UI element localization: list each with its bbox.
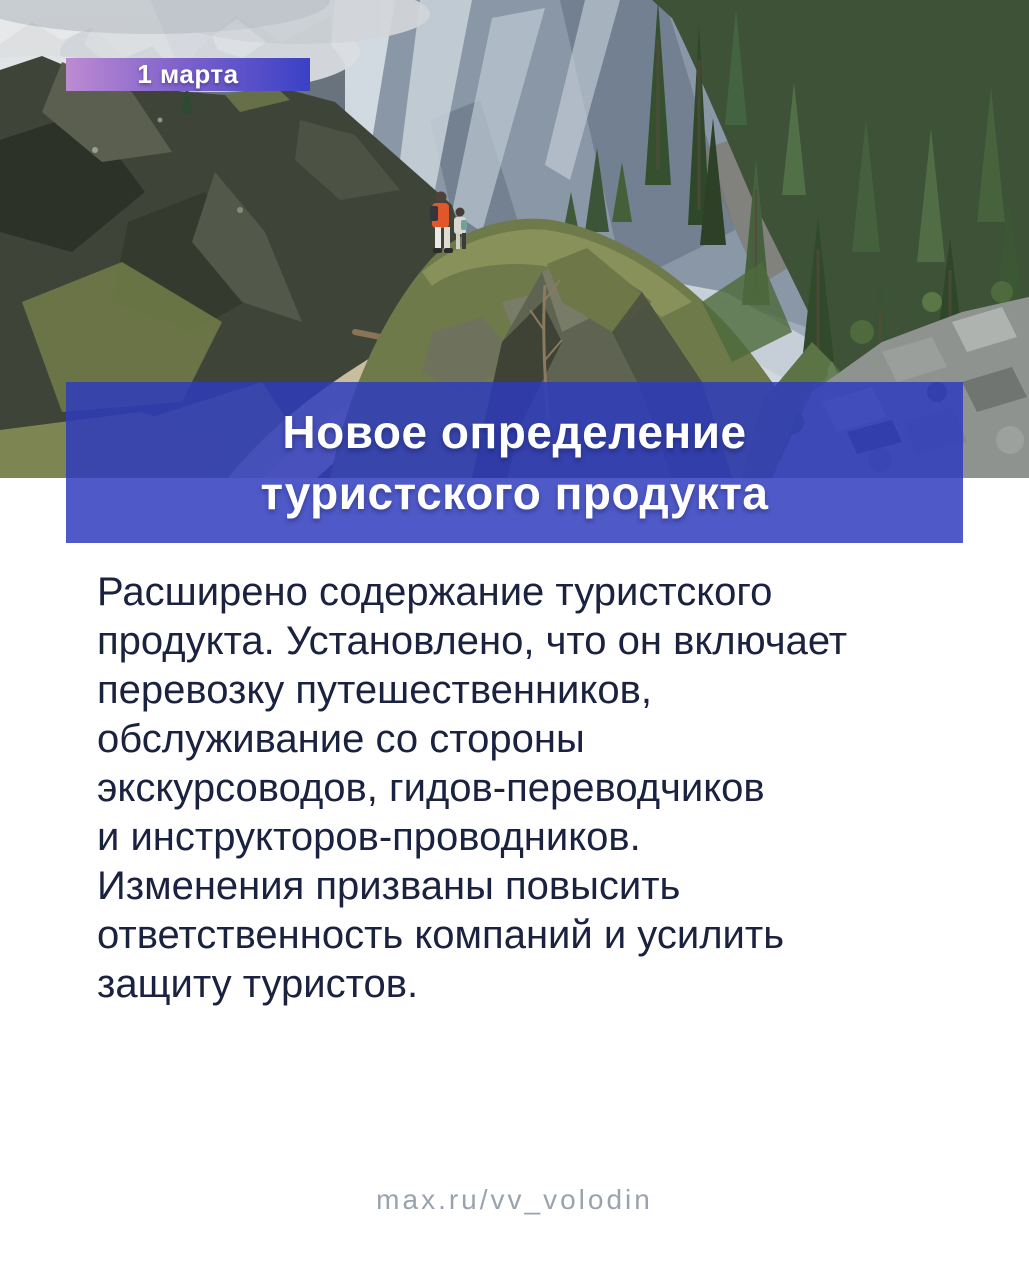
body-line: перевозку путешественников, [97,668,652,712]
body-text [97,568,987,1009]
body-line: продукта. Установлено, что он включает [97,619,848,663]
body-line: Расширено содержание туристского [97,570,773,614]
body-line: защиту туристов. [97,962,419,1006]
adult-hiker-head [436,192,447,203]
body-line: экскурсоводов, гидов-переводчиков [97,766,765,810]
body-line: ответственность компаний и усилить [97,913,785,957]
child-hiker-head [456,208,465,217]
title-line-1: Новое определение [282,406,747,458]
body-line: Изменения призваны повысить [97,864,681,908]
footer-link[interactable]: max.ru/vv_volodin [376,1184,653,1215]
title-banner [66,382,963,543]
body-line: и инструкторов-проводников. [97,815,641,859]
date-badge-label: 1 марта [137,59,239,89]
date-badge [66,58,310,91]
title-line-2: туристского продукта [260,467,769,519]
body-line: обслуживание со стороны [97,717,585,761]
adult-hiker-backpack [430,206,438,221]
